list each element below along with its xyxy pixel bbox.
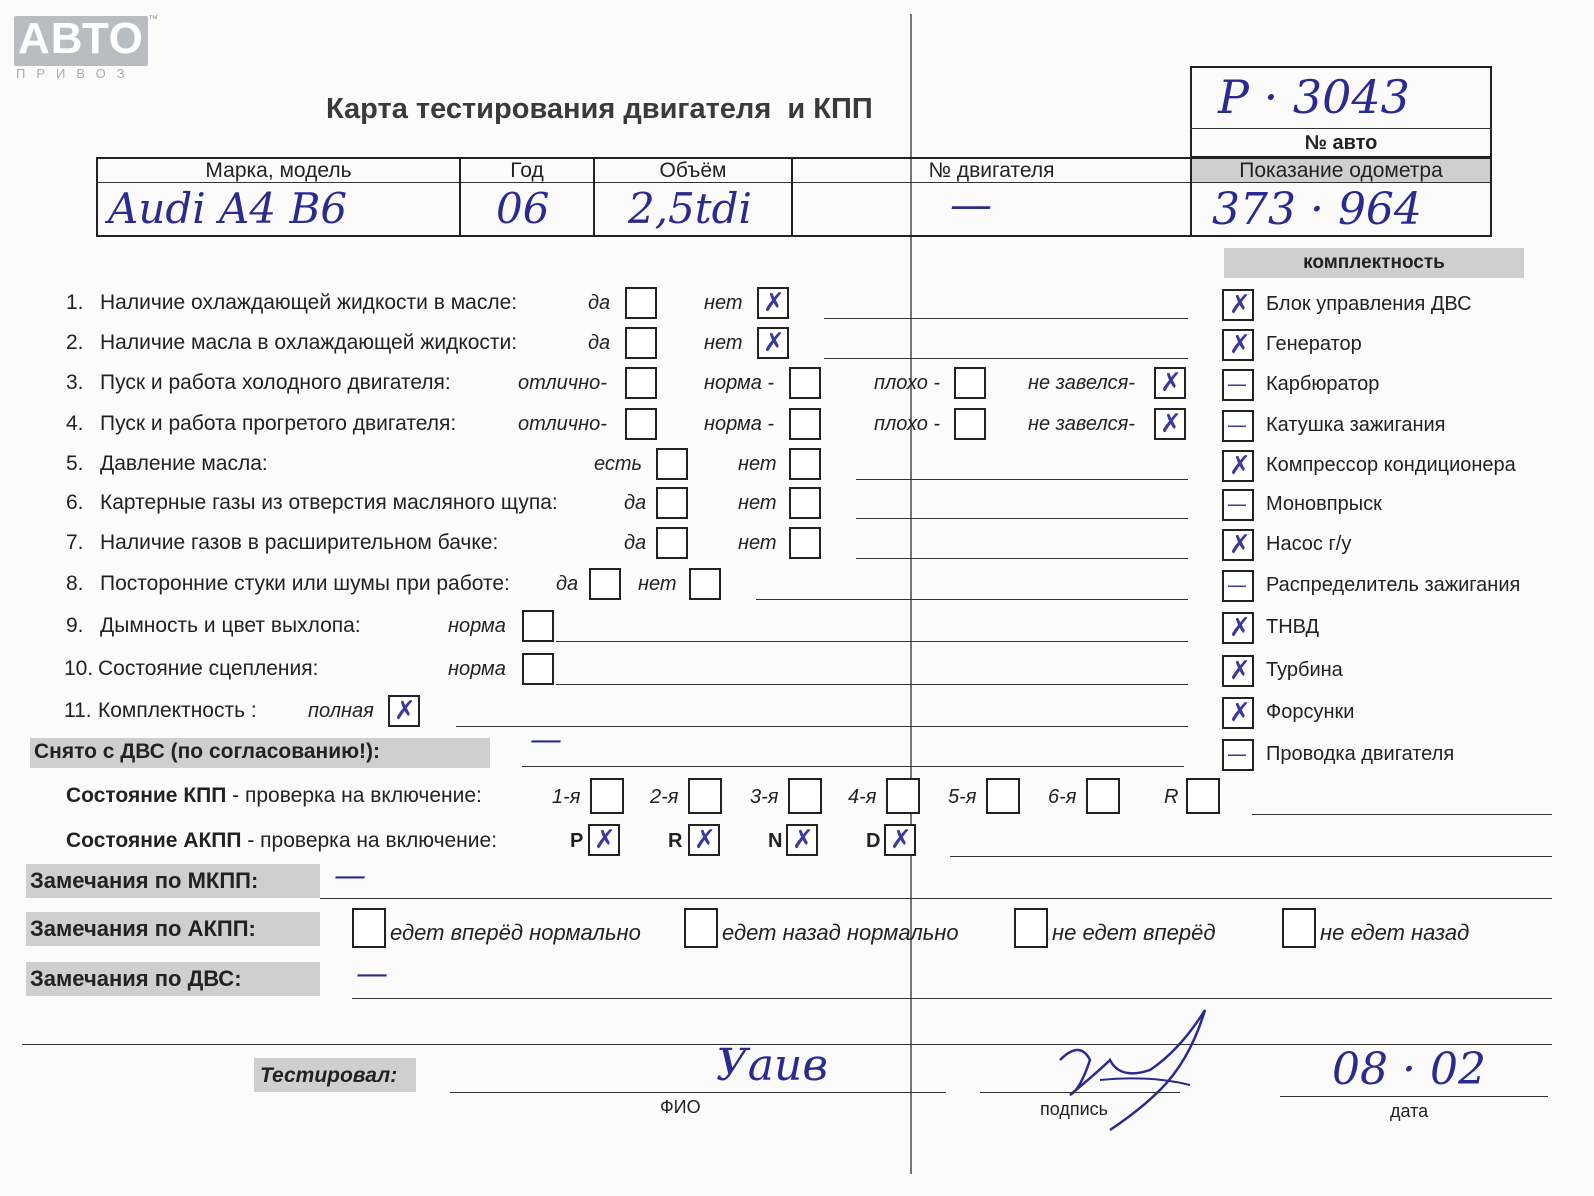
removed-label: Снято с ДВС (по согласованию!): <box>34 740 381 763</box>
check-option-box[interactable] <box>789 367 821 399</box>
col-odometer: Показание одометра <box>1239 159 1443 182</box>
completeness-item-label: Карбюратор <box>1266 373 1380 395</box>
checkmark-icon: ✗ <box>1229 290 1251 320</box>
check-number: 8. <box>66 572 84 595</box>
checkmark-icon: ✗ <box>1229 330 1251 360</box>
kpp-gear-label: 2-я <box>650 786 679 808</box>
check-option-label: норма - <box>704 372 775 394</box>
kpp-gear-box[interactable] <box>688 778 722 814</box>
kpp-gear-label: 4-я <box>848 786 877 808</box>
completeness-title: комплектность <box>1303 252 1445 273</box>
checkmark-icon: ✗ <box>1229 530 1251 560</box>
check-option-label: да <box>588 292 611 314</box>
check-option-label: да <box>556 573 579 595</box>
value-year: 06 <box>496 184 550 233</box>
check-text: Картерные газы из отверстия масляного щупа: <box>100 491 558 514</box>
check-text: Пуск и работа холодного двигателя: <box>100 371 451 394</box>
dash-icon: — <box>1227 492 1247 516</box>
check-option-label: норма <box>448 658 506 680</box>
checkmark-icon: ✗ <box>394 696 416 726</box>
check-option-box[interactable] <box>656 527 688 559</box>
akpp-remark-box[interactable] <box>684 908 718 948</box>
check-text: Давление масла: <box>100 452 268 475</box>
check-option-label: отлично- <box>518 413 607 435</box>
check-option-box[interactable] <box>388 695 420 727</box>
completeness-box[interactable] <box>1222 450 1254 482</box>
completeness-box[interactable] <box>1222 289 1254 321</box>
check-option-label: норма - <box>704 413 775 435</box>
completeness-item-label: Моновпрыск <box>1266 493 1382 515</box>
check-number: 2. <box>66 331 84 354</box>
kpp-gear-label: 1-я <box>552 786 581 808</box>
check-option-box[interactable] <box>625 408 657 440</box>
akpp-remark-label: не едет назад <box>1320 920 1470 945</box>
completeness-box[interactable] <box>1222 529 1254 561</box>
check-option-label: нет <box>638 573 677 595</box>
checkmark-icon: ✗ <box>1160 409 1182 439</box>
check-option-label: отлично- <box>518 372 607 394</box>
checkmark-icon: ✗ <box>1229 698 1251 728</box>
check-option-label: есть <box>594 453 643 475</box>
akpp-label-bold: Состояние АКПП <box>66 829 242 852</box>
kpp-gear-label: 6-я <box>1048 786 1077 808</box>
value-volume: 2,5tdi <box>628 184 752 233</box>
logo-tm: ™ <box>148 14 158 25</box>
completeness-box[interactable] <box>1222 329 1254 361</box>
check-text: Наличие масла в охлаждающей жидкости: <box>100 331 518 354</box>
logo-main: АВТО <box>18 14 144 63</box>
check-text: Состояние сцепления: <box>98 657 319 680</box>
checkmark-icon: ✗ <box>1229 613 1251 643</box>
kpp-gear-box[interactable] <box>986 778 1020 814</box>
answer-line <box>556 684 1188 685</box>
completeness-box[interactable] <box>1222 570 1254 602</box>
answer-line <box>456 726 1188 727</box>
completeness-item-label: Турбина <box>1266 659 1343 681</box>
remarks-akpp-label: Замечания по АКПП: <box>30 916 256 941</box>
akpp-mode-label: R <box>668 830 683 852</box>
akpp-remark-box[interactable] <box>352 908 386 948</box>
check-option-label: да <box>624 532 647 554</box>
akpp-remark-box[interactable] <box>1014 908 1048 948</box>
akpp-label <box>66 829 497 853</box>
completeness-item-label: Генератор <box>1266 333 1362 355</box>
kpp-gear-label: 3-я <box>750 786 779 808</box>
check-option-box[interactable] <box>625 287 657 319</box>
kpp-gear-box[interactable] <box>886 778 920 814</box>
check-option-box[interactable] <box>522 653 554 685</box>
check-number: 1. <box>66 291 84 314</box>
checkmark-icon: ✗ <box>594 825 616 855</box>
check-text: Пуск и работа прогретого двигателя: <box>100 412 457 435</box>
answer-line <box>556 641 1188 642</box>
check-text: Наличие газов в расширительном бачке: <box>100 531 499 554</box>
sign-label: подпись <box>1040 1099 1109 1119</box>
check-number: 9. <box>66 614 84 637</box>
check-option-label: нет <box>738 492 777 514</box>
check-option-box[interactable] <box>789 448 821 480</box>
check-option-label: нет <box>738 532 777 554</box>
completeness-item-label: ТНВД <box>1266 616 1320 638</box>
answer-line <box>856 479 1188 480</box>
check-option-label: да <box>624 492 647 514</box>
akpp-mode-box[interactable] <box>786 824 818 856</box>
car-number-label: № авто <box>1304 132 1378 154</box>
check-option-label: плохо - <box>874 372 941 394</box>
check-option-label: да <box>588 332 611 354</box>
answer-line <box>856 558 1188 559</box>
completeness-box[interactable] <box>1222 739 1254 771</box>
check-option-box[interactable] <box>625 327 657 359</box>
col-volume: Объём <box>659 159 727 182</box>
car-number-value: P · 3043 <box>1218 70 1410 124</box>
check-option-box[interactable] <box>789 527 821 559</box>
fio-label: ФИО <box>660 1097 701 1117</box>
check-text: Комплектность : <box>98 699 257 722</box>
kpp-label-bold: Состояние КПП <box>66 784 227 807</box>
check-number: 10. <box>64 657 94 680</box>
check-option-box[interactable] <box>689 568 721 600</box>
check-text: Наличие охлаждающей жидкости в масле: <box>100 291 518 314</box>
completeness-item-label: Распределитель зажигания <box>1266 574 1521 596</box>
completeness-item-label: Блок управления ДВС <box>1266 293 1472 315</box>
kpp-gear-box[interactable] <box>1086 778 1120 814</box>
akpp-mode-box[interactable] <box>688 824 720 856</box>
check-option-box[interactable] <box>954 408 986 440</box>
checkmark-icon: ✗ <box>763 328 785 358</box>
check-number: 6. <box>66 491 84 514</box>
check-option-box[interactable] <box>1154 408 1186 440</box>
check-option-box[interactable] <box>954 367 986 399</box>
check-number: 3. <box>66 371 84 394</box>
check-number: 11. <box>64 699 92 722</box>
remarks-dvs-label: Замечания по ДВС: <box>30 966 242 991</box>
check-option-label: плохо - <box>874 413 941 435</box>
completeness-item-label: Форсунки <box>1266 701 1355 723</box>
akpp-remark-label: не едет вперёд <box>1052 920 1216 945</box>
check-option-label: нет <box>704 292 743 314</box>
value-brand-model: Audi A4 B6 <box>108 184 348 233</box>
removed-value: — <box>530 720 562 758</box>
check-number: 5. <box>66 452 84 475</box>
kpp-label-rest: - проверка на включение: <box>226 784 482 807</box>
answer-line <box>756 599 1188 600</box>
completeness-box[interactable] <box>1222 612 1254 644</box>
date-label: дата <box>1390 1101 1429 1121</box>
value-engine-no: — <box>950 180 992 229</box>
completeness-box[interactable] <box>1222 655 1254 687</box>
check-option-box[interactable] <box>789 408 821 440</box>
remarks-mkpp-value: — <box>334 856 366 894</box>
dash-icon: — <box>1227 573 1247 597</box>
akpp-mode-label: N <box>768 830 783 852</box>
akpp-remark-label: едет назад нормально <box>722 920 959 945</box>
completeness-box[interactable] <box>1222 410 1254 442</box>
checkmark-icon: ✗ <box>792 825 814 855</box>
check-option-box[interactable] <box>1154 367 1186 399</box>
checkmark-icon: ✗ <box>694 825 716 855</box>
checkmark-icon: ✗ <box>890 825 912 855</box>
check-number: 7. <box>66 531 84 554</box>
check-number: 4. <box>66 412 84 435</box>
check-option-box[interactable] <box>656 487 688 519</box>
completeness-box[interactable] <box>1222 697 1254 729</box>
col-year: Год <box>510 159 544 182</box>
answer-line <box>856 518 1188 519</box>
check-option-label: не завелся- <box>1028 413 1135 435</box>
checkmark-icon: ✗ <box>1229 451 1251 481</box>
check-option-label: полная <box>308 700 374 722</box>
completeness-box[interactable] <box>1222 489 1254 521</box>
check-option-box[interactable] <box>789 487 821 519</box>
kpp-gear-box[interactable] <box>788 778 822 814</box>
kpp-label <box>66 784 482 808</box>
completeness-item-label: Катушка зажигания <box>1266 414 1446 436</box>
col-brand-model: Марка, модель <box>205 159 352 182</box>
tested-label: Тестировал: <box>260 1064 398 1087</box>
check-text: Посторонние стуки или шумы при работе: <box>100 572 510 595</box>
dash-icon: — <box>1227 742 1247 766</box>
akpp-mode-label: P <box>570 830 584 852</box>
checkmark-icon: ✗ <box>763 288 785 318</box>
remarks-mkpp-label: Замечания по МКПП: <box>30 868 259 893</box>
completeness-item-label: Компрессор кондиционера <box>1266 454 1516 476</box>
check-text: Дымность и цвет выхлопа: <box>100 614 361 637</box>
check-option-box[interactable] <box>589 568 621 600</box>
check-option-box[interactable] <box>625 367 657 399</box>
akpp-mode-label: D <box>866 830 881 852</box>
kpp-gear-label: R <box>1164 786 1179 808</box>
tested-value: Уаив <box>716 1040 828 1091</box>
kpp-gear-box[interactable] <box>1186 778 1220 814</box>
check-option-label: нет <box>738 453 777 475</box>
dash-icon: — <box>1227 413 1247 437</box>
akpp-mode-box[interactable] <box>588 824 620 856</box>
value-odometer: 373 · 964 <box>1212 184 1422 235</box>
akpp-label-rest: - проверка на включение: <box>241 829 498 852</box>
page-title: Карта тестирования двигателя и КПП <box>326 93 873 125</box>
check-option-box[interactable] <box>757 327 789 359</box>
kpp-gear-label: 5-я <box>948 786 977 808</box>
kpp-gear-box[interactable] <box>590 778 624 814</box>
akpp-remark-box[interactable] <box>1282 908 1316 948</box>
answer-line <box>824 358 1188 359</box>
dash-icon: — <box>1227 372 1247 396</box>
check-option-box[interactable] <box>656 448 688 480</box>
akpp-remark-label: едет вперёд нормально <box>390 920 641 945</box>
check-option-box[interactable] <box>522 610 554 642</box>
check-option-label: не завелся- <box>1028 372 1135 394</box>
check-option-label: нет <box>704 332 743 354</box>
completeness-box[interactable] <box>1222 369 1254 401</box>
answer-line <box>824 318 1188 319</box>
check-option-label: норма <box>448 615 506 637</box>
col-engine-no: № двигателя <box>928 159 1055 182</box>
logo-sub: ПРИВОЗ <box>16 66 136 81</box>
remarks-dvs-value: — <box>356 954 388 992</box>
date-value: 08 · 02 <box>1332 1044 1486 1095</box>
akpp-mode-box[interactable] <box>884 824 916 856</box>
checkmark-icon: ✗ <box>1160 368 1182 398</box>
checkmark-icon: ✗ <box>1229 656 1251 686</box>
check-option-box[interactable] <box>757 287 789 319</box>
completeness-item-label: Насос г/у <box>1266 533 1352 555</box>
completeness-item-label: Проводка двигателя <box>1266 743 1455 765</box>
